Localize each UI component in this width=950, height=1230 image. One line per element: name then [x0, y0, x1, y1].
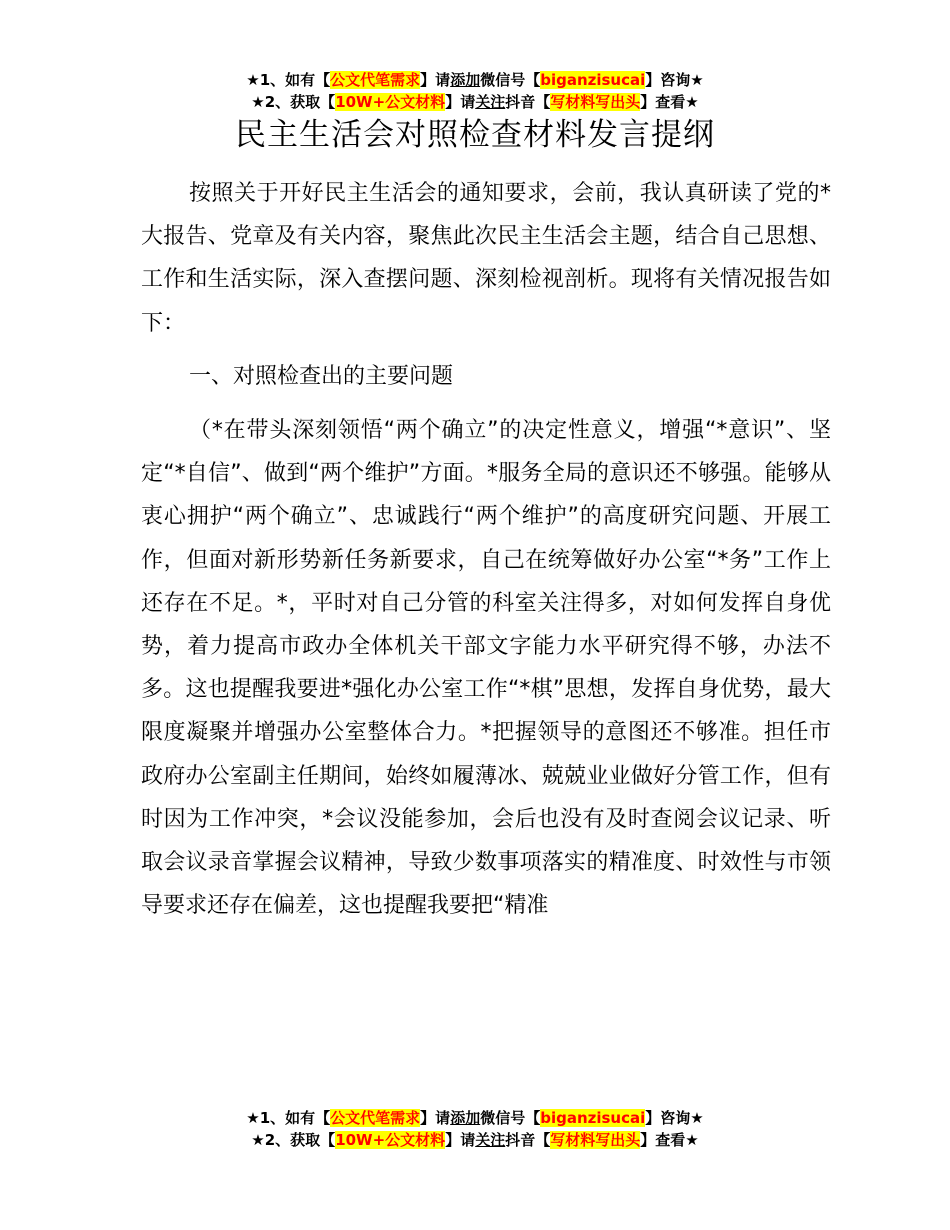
- banner-text: 抖音【: [505, 93, 551, 111]
- banner-text: 微信号【: [480, 1109, 541, 1127]
- banner-line-2: [0, 1129, 950, 1151]
- banner-underlined: 关注: [475, 1131, 506, 1149]
- banner-text: ★2、获取【: [251, 1131, 336, 1149]
- body-paragraph: （*在带头深刻领悟“两个确立”的决定性意义，增强“*意识”、坚定“*自信”、做到“两个维护”方面。*服务全局的意识还不够强。能够从衷心拥护“两个确立”、忠诚践行“两个维护”的高度研究问题、开展工作，但面对新形势新任务新要求，自己在统筹做好办公室“*务”工作上还存在不足。*，平时对自己分管的科室关注得多，对如何发挥自身优势，着力提高市政办全体机关干部文字能力水平研究得不够，办法不多。这也提醒我要进*强化办公室工作“*棋”思想，发挥自身优势，最大限度凝聚并增强办公室整体合力。*把握领导的意图还不够准。担任市政府办公室副主任期间，始终如履薄冰、兢兢业业做好分管工作，但有时因为工作冲突，*会议没能参加，会后也没有及时查阅会议记录、听取会议录音掌握会议精神，导致少数事项落实的精准度、时效性与市领导要求还存在偏差，这也提醒我要把“精准: [141, 418, 831, 919]
- banner-text: 】请: [420, 71, 451, 89]
- banner-text: 】请: [420, 1109, 451, 1127]
- banner-text: 抖音【: [505, 1131, 551, 1149]
- banner-line-2: [0, 91, 950, 113]
- section-heading: 一、对照检查出的主要问题: [189, 364, 454, 389]
- banner-underlined: 添加: [450, 71, 481, 89]
- banner-underlined: 添加: [450, 1109, 481, 1127]
- banner-text: 微信号【: [480, 71, 541, 89]
- banner-text: 】咨询★: [645, 71, 704, 89]
- banner-highlight: 写材料写出头: [550, 1131, 641, 1149]
- banner-text: 】请: [445, 1131, 476, 1149]
- banner-text: 】查看★: [640, 93, 699, 111]
- banner-highlight: biganzisucai: [540, 1109, 646, 1127]
- footer-banner: [0, 1107, 950, 1151]
- banner-text: 】咨询★: [645, 1109, 704, 1127]
- document-title: 民主生活会对照检查材料发言提纲: [235, 117, 715, 153]
- intro-paragraph: 按照关于开好民主生活会的通知要求，会前，我认真研读了党的*大报告、党章及有关内容，聚焦此次民主生活会主题，结合自己思想、工作和生活实际，深入查摆问题、深刻检视剖析。现将有关情况报告如下：: [141, 181, 831, 336]
- banner-highlight: 10W+公文材料: [335, 93, 446, 111]
- banner-text: 】查看★: [640, 1131, 699, 1149]
- banner-text: ★2、获取【: [251, 93, 336, 111]
- banner-line-1: [0, 1107, 950, 1129]
- banner-text: 】请: [445, 93, 476, 111]
- banner-text: ★1、如有【: [246, 71, 331, 89]
- banner-highlight: 公文代笔需求: [330, 1109, 421, 1127]
- banner-highlight: 10W+公文材料: [335, 1131, 446, 1149]
- banner-line-1: [0, 69, 950, 91]
- banner-highlight: 写材料写出头: [550, 93, 641, 111]
- header-banner: [0, 69, 950, 113]
- banner-highlight: biganzisucai: [540, 71, 646, 89]
- banner-highlight: 公文代笔需求: [330, 71, 421, 89]
- banner-underlined: 关注: [475, 93, 506, 111]
- banner-text: ★1、如有【: [246, 1109, 331, 1127]
